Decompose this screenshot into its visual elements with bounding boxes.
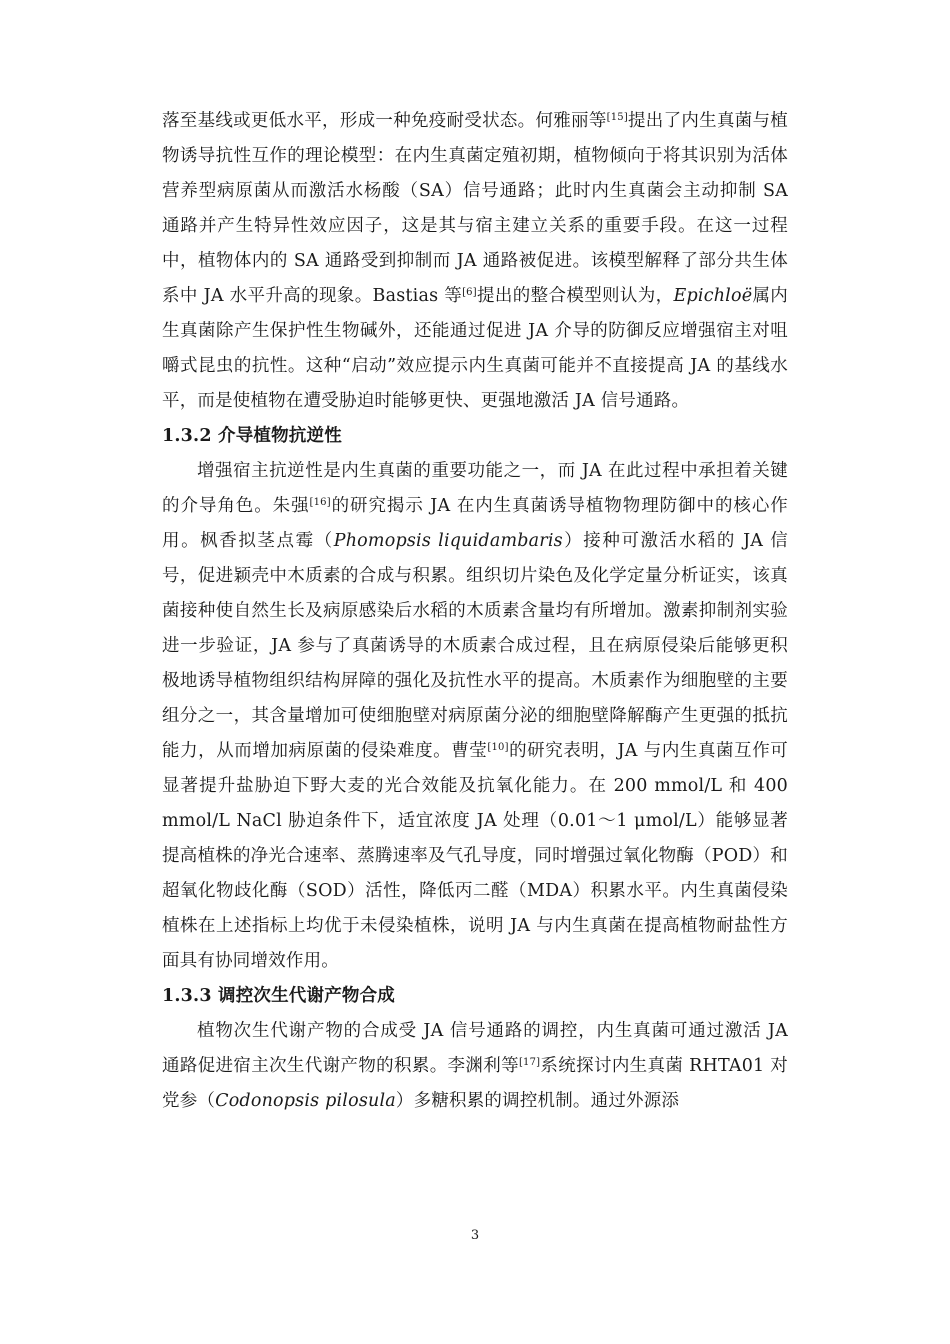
text-segment: 提出了内生真菌与植物诱导抗性互作的理论模型：在内生真菌定殖初期，植物倾向于将其识别为活体营养型病原菌从而激活水杨酸（SA）信号通路；此时内生真菌会主动抑制 SA 通路并产生特异性效应因子，这是其与宿主建立关系的重要手段。在这一过程中，植物体内的 SA 通路受到抑制而 JA 通路被促进。该模型解释了部分共生体系中 JA 水平升高的现象。Bastias 等 <box>162 111 788 306</box>
section-heading-1-3-2: 1.3.2 介导植物抗逆性 <box>162 426 342 446</box>
text-segment: 的研究揭示 JA 在内生真菌诱导植物物理防御中的核心作用。枫香拟茎点霉（ <box>162 496 788 551</box>
text-segment: ）多糖积累的调控机制。通过外源添 <box>395 1091 680 1111</box>
paragraph-1-3-3 <box>162 1014 788 1119</box>
section-heading-1-3-3: 1.3.3 调控次生代谢产物合成 <box>162 986 396 1006</box>
text-segment: 植物次生代谢产物的合成受 JA 信号通路的调控，内生真菌可通过激活 JA 通路促进宿主次生代谢产物的积累。李渊利等 <box>162 1021 788 1076</box>
species-name: Epichloë <box>673 286 753 306</box>
page-number: 3 <box>470 1228 480 1243</box>
citation: [15] <box>606 112 628 123</box>
species-name: Phomopsis liquidambaris <box>333 531 563 551</box>
text-segment: 系统探讨内生真菌 RHTA01 对党参（ <box>162 1056 788 1111</box>
text-segment: 提出的整合模型则认为， <box>476 286 674 306</box>
text-segment: 的研究表明，JA 与内生真菌互作可显著提升盐胁迫下野大麦的光合效能及抗氧化能力。在 200 mmol/L 和 400 mmol/L NaCl 胁迫条件下，适宜浓度 JA 处理（0.01～1 μmol/L）能够显著提高植株的净光合速率、蒸腾速率及气孔导度，同时增强过氧化物酶（POD）和超氧化物歧化酶（SOD）活性，降低丙二醛（MDA）积累水平。内生真菌侵染植株在上述指标上均优于未侵染植株，说明 JA 与内生真菌在提高植物耐盐性方面具有协同增效作用。 <box>162 741 788 971</box>
species-name: Codonopsis pilosula <box>215 1091 396 1111</box>
page-body <box>162 104 788 1304</box>
text-segment: 落至基线或更低水平，形成一种免疫耐受状态。何雅丽等 <box>162 111 607 131</box>
citation: [10] <box>487 742 509 753</box>
text-segment: 属内生真菌除产生保护性生物碱外，还能通过促进 JA 介导的防御反应增强宿主对咀嚼式昆虫的抗性。这种“启动”效应提示内生真菌可能并不直接提高 JA 的基线水平，而是使植物在遭受胁迫时能够更快、更强地激活 JA 信号通路。 <box>162 286 788 411</box>
citation: [16] <box>309 497 331 508</box>
paragraph-1-3-2 <box>162 454 788 979</box>
citation: [6] <box>462 287 477 298</box>
citation: [17] <box>518 1057 541 1068</box>
text-segment: ）接种可激活水稻的 JA 信号，促进颖壳中木质素的合成与积累。组织切片染色及化学定量分析证实，该真菌接种使自然生长及病原感染后水稻的木质素含量均有所增加。激素抑制剂实验进一步验证，JA 参与了真菌诱导的木质素合成过程，且在病原侵染后能够更积极地诱导植物组织结构屏障的强化及抗性水平的提高。木质素作为细胞壁的主要组分之一，其含量增加可使细胞壁对病原菌分泌的细胞壁降解酶产生更强的抵抗能力，从而增加病原菌的侵染难度。曹莹 <box>162 531 788 761</box>
text-segment: 增强宿主抗逆性是内生真菌的重要功能之一，而 JA 在此过程中承担着关键的介导角色。朱强 <box>162 461 788 516</box>
paragraph-1 <box>162 104 788 419</box>
